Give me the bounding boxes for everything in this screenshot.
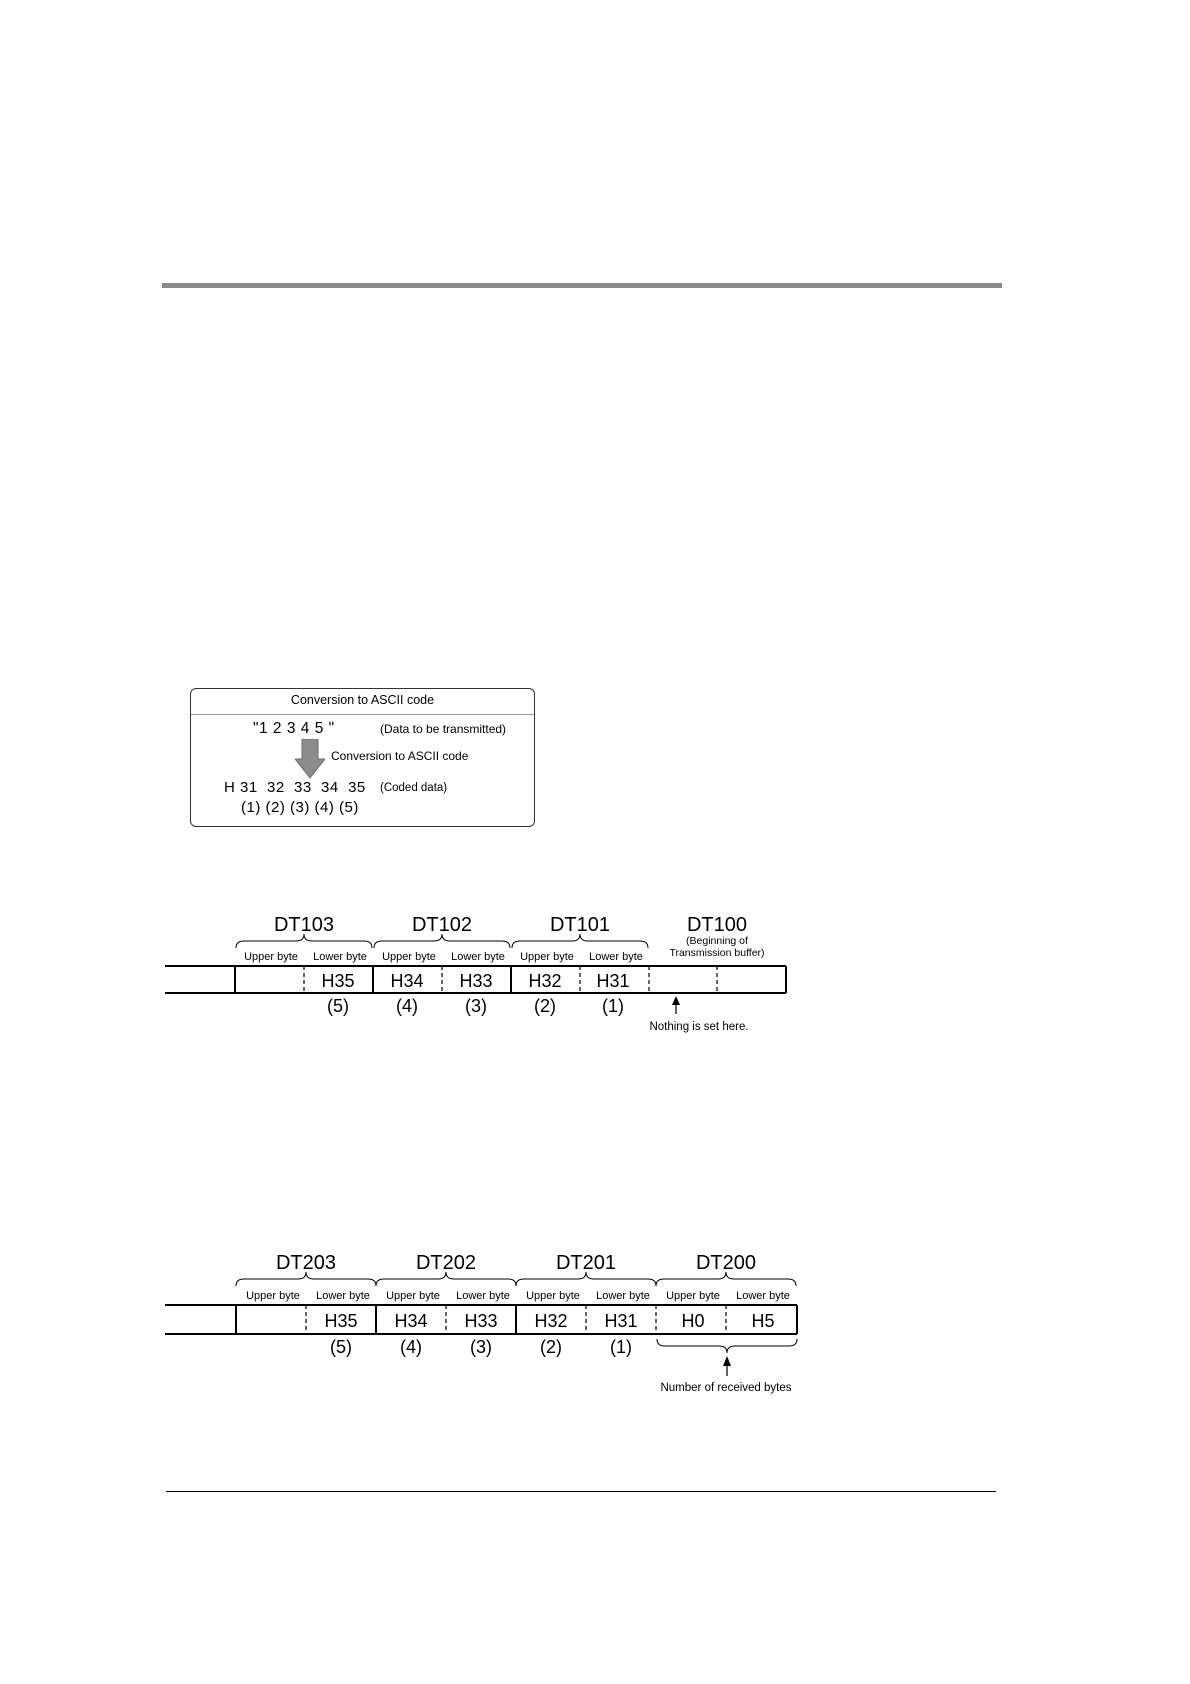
bracket-note: Number of received bytes	[660, 1382, 792, 1394]
buffer-start-note: Transmission buffer)	[669, 947, 765, 959]
conversion-arrow-label: Conversion to ASCII code	[331, 749, 469, 763]
register-label: DT200	[695, 1252, 757, 1274]
buffer-cell: H35	[321, 971, 355, 991]
arrow-note: Nothing is set here.	[649, 1021, 749, 1033]
buffer-cell: H35	[324, 1311, 358, 1331]
buffer-cell: H32	[528, 971, 562, 991]
byte-label: Lower byte	[589, 951, 643, 963]
byte-order-numbers: (1) (2) (3) (4) (5)	[241, 799, 359, 816]
register-braces	[236, 934, 648, 948]
byte-label: Upper byte	[520, 951, 574, 963]
received-bytes-brace	[657, 1339, 797, 1353]
byte-label: Lower byte	[451, 951, 505, 963]
order-number: (1)	[610, 1337, 632, 1357]
register-label: DT101	[549, 914, 611, 936]
ascii-conversion-box	[190, 688, 535, 827]
coded-data-text: H 31 32 33 34 35	[224, 779, 366, 796]
byte-label: Lower byte	[316, 1290, 370, 1302]
byte-label: Lower byte	[313, 951, 367, 963]
order-number: (4)	[400, 1337, 422, 1357]
order-number: (3)	[465, 996, 487, 1016]
order-number: (5)	[327, 996, 349, 1016]
register-label: DT202	[415, 1252, 477, 1274]
byte-label: Lower byte	[596, 1290, 650, 1302]
byte-label: Upper byte	[382, 951, 436, 963]
buffer-cell: H34	[394, 1311, 428, 1331]
register-label: DT203	[275, 1252, 337, 1274]
down-arrow-icon	[295, 739, 325, 779]
up-arrow-icon	[672, 996, 680, 1014]
byte-label: Upper byte	[666, 1290, 720, 1302]
register-label: DT201	[555, 1252, 617, 1274]
order-number: (2)	[534, 996, 556, 1016]
order-number: (5)	[330, 1337, 352, 1357]
buffer-cell: H33	[464, 1311, 498, 1331]
ascii-box-title: Conversion to ASCII code	[290, 693, 435, 707]
buffer-cell: H33	[459, 971, 493, 991]
byte-label: Upper byte	[526, 1290, 580, 1302]
buffer-cell: H0	[681, 1311, 705, 1331]
coded-data-note: (Coded data)	[380, 782, 448, 794]
register-label: DT102	[411, 914, 473, 936]
buffer-cell: H31	[604, 1311, 638, 1331]
order-number: (3)	[470, 1337, 492, 1357]
register-label: DT103	[273, 914, 335, 936]
header-rule	[162, 283, 1002, 288]
byte-label: Upper byte	[246, 1290, 300, 1302]
byte-label: Lower byte	[736, 1290, 790, 1302]
buffer-cell: H5	[751, 1311, 775, 1331]
buffer-cell: H32	[534, 1311, 568, 1331]
byte-label: Upper byte	[244, 951, 298, 963]
source-data-text: "1 2 3 4 5 "	[253, 720, 335, 737]
order-number: (1)	[602, 996, 624, 1016]
order-number: (2)	[540, 1337, 562, 1357]
register-label: DT100	[686, 914, 748, 936]
byte-label: Upper byte	[386, 1290, 440, 1302]
ascii-box-divider	[191, 714, 534, 715]
byte-label: Lower byte	[456, 1290, 510, 1302]
receive-buffer-diagram	[0, 1240, 1190, 1400]
up-arrow-icon	[723, 1356, 731, 1376]
order-number: (4)	[396, 996, 418, 1016]
register-braces	[236, 1272, 796, 1286]
source-data-note: (Data to be transmitted)	[380, 722, 507, 736]
transmission-buffer-diagram	[0, 900, 1190, 1050]
buffer-start-note: (Beginning of	[686, 935, 748, 947]
footer-rule	[166, 1491, 996, 1492]
buffer-cell: H34	[390, 971, 424, 991]
buffer-cell: H31	[596, 971, 630, 991]
